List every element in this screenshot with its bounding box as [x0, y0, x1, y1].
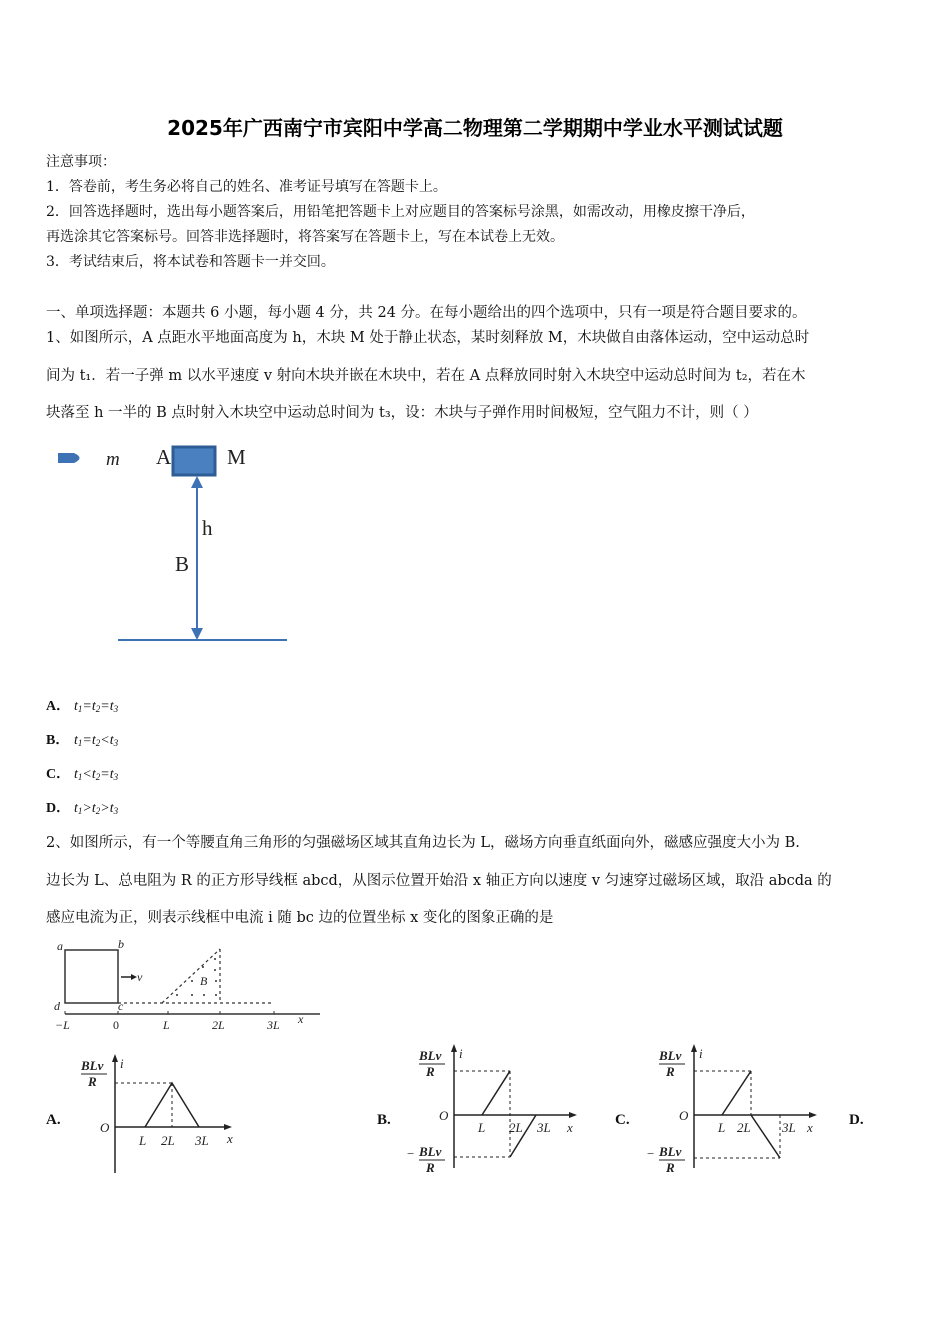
svg-text:L: L	[478, 1120, 486, 1135]
i-axis-arrow-icon	[112, 1054, 118, 1062]
section-heading: 一、单项选择题：本题共 6 小题，每小题 4 分，共 24 分。在每小题给出的四个选项中，只有一项是符合题目要求的。	[46, 305, 807, 321]
svg-text:c: c	[118, 999, 124, 1013]
bullet-icon	[58, 453, 80, 463]
svg-text:−: −	[407, 1146, 415, 1161]
notice-item-2-cont: 再选涂其它答案标号。回答非选择题时，将答案写在答题卡上，写在本试卷上无效。	[46, 229, 564, 245]
block-m	[173, 447, 215, 475]
svg-text:BLv: BLv	[419, 1144, 442, 1159]
q1-option-a[interactable]: A． $t_1=t_2=t_3$	[46, 699, 119, 714]
svg-text:−L: −L	[55, 1018, 70, 1032]
svg-text:x: x	[227, 1131, 233, 1146]
svg-text:x: x	[567, 1120, 573, 1135]
svg-text:3L: 3L	[267, 1018, 280, 1032]
notice-heading: 注意事项：	[46, 154, 116, 170]
svg-text:R: R	[666, 1064, 675, 1079]
svg-text:2L: 2L	[509, 1120, 523, 1135]
svg-text:L: L	[163, 1018, 170, 1032]
svg-text:v: v	[137, 970, 143, 984]
q1-text-line-2: 间为 t₁．若一子弹 m 以水平速度 v 射向木块并嵌在木块中，若在 A 点释放同时射入木块空中运动总时间为 t₂，若在木	[46, 368, 806, 384]
svg-text:L: L	[139, 1133, 147, 1148]
q1-figure	[40, 430, 320, 650]
svg-text:x: x	[807, 1120, 813, 1135]
height-label: h	[202, 516, 213, 540]
q1-text-line-1: 1、如图所示，A 点距水平地面高度为 h，木块 M 处于静止状态，某时刻释放 M，木块做自由落体运动，空中运动总时	[46, 330, 810, 346]
svg-text:R: R	[426, 1064, 435, 1079]
svg-text:R: R	[88, 1074, 97, 1089]
svg-text:3L: 3L	[537, 1120, 551, 1135]
x-axis-arrow-icon	[224, 1124, 232, 1130]
svg-text:d: d	[54, 999, 60, 1013]
svg-text:R: R	[666, 1160, 675, 1175]
point-b-label: B	[175, 552, 190, 576]
q2-option-b-graph[interactable]	[405, 1038, 590, 1183]
svg-text:x: x	[298, 1012, 304, 1026]
q2-text-line-3: 感应电流为正，则表示线框中电流 i 随 bc 边的位置坐标 x 变化的图象正确的是	[46, 910, 554, 926]
field-dots	[176, 958, 217, 996]
svg-text:B: B	[200, 974, 208, 988]
svg-text:i: i	[120, 1056, 124, 1071]
q1-option-d[interactable]: D． $t_1>t_2>t_3$	[46, 801, 119, 816]
svg-text:R: R	[426, 1160, 435, 1175]
q2-option-a-graph[interactable]	[75, 1048, 255, 1178]
arrow-up-icon	[191, 476, 203, 488]
svg-text:O: O	[679, 1108, 689, 1123]
svg-text:i: i	[699, 1046, 703, 1061]
svg-text:2L: 2L	[737, 1120, 751, 1135]
svg-text:O: O	[100, 1120, 110, 1135]
arrow-down-icon	[191, 628, 203, 640]
q2-setup-figure	[40, 935, 320, 1035]
q2-option-a-label[interactable]: A.	[46, 1112, 61, 1128]
q2-text-line-2: 边长为 L、总电阻为 R 的正方形导线框 abcd，从图示位置开始沿 x 轴正方向以速度 v 匀速穿过磁场区域，取沿 abcda 的	[46, 873, 832, 889]
svg-text:BLv: BLv	[659, 1048, 682, 1063]
notice-item-3: 3．考试结束后，将本试卷和答题卡一并交回。	[46, 254, 335, 270]
q2-option-c-graph[interactable]	[645, 1038, 830, 1183]
q1-option-c[interactable]: C． $t_1<t_2=t_3$	[46, 767, 119, 782]
q2-option-d-label[interactable]: D.	[849, 1112, 864, 1128]
q2-text-line-1: 2、如图所示，有一个等腰直角三角形的匀强磁场区域其直角边长为 L，磁场方向垂直纸面向外，磁感应强度大小为 B.	[46, 835, 800, 851]
i-axis-arrow-icon	[691, 1044, 697, 1052]
x-axis-arrow-icon	[569, 1112, 577, 1118]
svg-text:−: −	[647, 1146, 655, 1161]
svg-text:2L: 2L	[161, 1133, 175, 1148]
svg-text:3L: 3L	[782, 1120, 796, 1135]
i-axis-arrow-icon	[451, 1044, 457, 1052]
svg-text:2L: 2L	[212, 1018, 225, 1032]
svg-text:L: L	[718, 1120, 726, 1135]
q1-option-b[interactable]: B． $t_1=t_2<t_3$	[46, 733, 119, 748]
svg-text:b: b	[118, 937, 124, 951]
svg-text:0: 0	[113, 1018, 119, 1032]
svg-text:BLv: BLv	[659, 1144, 682, 1159]
q2-option-b-label[interactable]: B.	[377, 1112, 391, 1128]
svg-text:a: a	[57, 939, 63, 953]
svg-text:O: O	[439, 1108, 449, 1123]
x-axis-arrow-icon	[809, 1112, 817, 1118]
notice-item-2: 2．回答选择题时，选出每小题答案后，用铅笔把答题卡上对应题目的答案标号涂黑，如需改动，用橡皮擦干净后，	[46, 204, 755, 220]
notice-item-1: 1．答卷前，考生务必将自己的姓名、准考证号填写在答题卡上。	[46, 179, 447, 195]
page-title: 2025年广西南宁市宾阳中学高二物理第二学期期中学业水平测试试题	[167, 116, 783, 140]
svg-text:BLv: BLv	[81, 1058, 104, 1073]
svg-text:BLv: BLv	[419, 1048, 442, 1063]
q2-option-c-label[interactable]: C.	[615, 1112, 630, 1128]
wire-frame	[65, 950, 118, 1003]
block-label: M	[227, 445, 246, 469]
q1-text-line-3: 块落至 h 一半的 B 点时射入木块空中运动总时间为 t₃，设：木块与子弹作用时间极短，空气阻力不计，则（ ）	[46, 405, 758, 421]
svg-text:3L: 3L	[195, 1133, 209, 1148]
svg-text:i: i	[459, 1046, 463, 1061]
bullet-label: m	[106, 449, 120, 470]
point-a-label: A	[156, 445, 172, 469]
